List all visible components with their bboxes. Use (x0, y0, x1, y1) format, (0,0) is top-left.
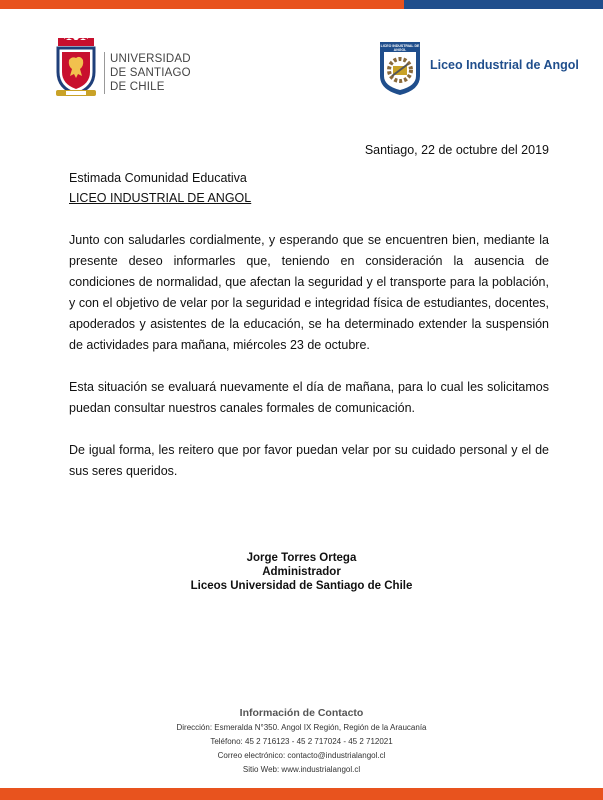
contact-block (0, 706, 603, 777)
top-bar-orange (0, 0, 404, 9)
letter-paragraph-1: Junto con saludarles cordialmente, y esperando que se encuentren bien, mediante la presente deseo informarles que, teniendo en consideración la ausencia de condiciones de normalidad, que afectan la seguridad y el transporte para la población, y con el objetivo de velar por la seguridad e integridad física de estudiantes, docentes, apoderados y asistentes de la educación, se ha determinado extender la suspensión de actividades para mañana, miércoles 23 de octubre. (69, 233, 549, 352)
usach-name-line-2: DE SANTIAGO (110, 67, 191, 79)
liceo-name: Liceo Industrial de Angol (430, 58, 579, 72)
letter-paragraph-3: De igual forma, les reitero que por favor puedan velar por su cuidado personal y el de sus seres queridos. (69, 443, 549, 478)
letter-school: LICEO INDUSTRIAL DE ANGOL (69, 191, 252, 205)
top-bar-blue (404, 0, 603, 9)
signature-block (0, 551, 603, 593)
bottom-color-bar (0, 788, 603, 800)
usach-logo (52, 38, 192, 100)
letter-date: Santiago, 22 de octubre del 2019 (364, 143, 549, 157)
contact-title: Información de Contacto (239, 707, 364, 719)
liceo-badge-text: LICEO INDUSTRIAL DE ANGOL (380, 44, 420, 52)
contact-phone: Teléfono: 45 2 716123 - 45 2 717024 - 45 2 712021 (210, 737, 393, 746)
usach-crest-icon (52, 38, 100, 100)
usach-name (110, 52, 191, 94)
usach-divider (104, 52, 105, 94)
letter-greeting: Estimada Comunidad Educativa (69, 171, 247, 185)
top-color-bar (0, 0, 603, 9)
signature-name: Jorge Torres Ortega (246, 552, 357, 564)
usach-name-line-3: DE CHILE (110, 81, 165, 93)
contact-email: Correo electrónico: contacto@industrialangol.cl (217, 751, 386, 760)
signature-org: Liceos Universidad de Santiago de Chile (190, 580, 413, 592)
contact-address: Dirección: Esmeralda N°350. Angol IX Región, Región de la Araucanía (176, 723, 427, 732)
usach-name-line-1: UNIVERSIDAD (110, 53, 191, 65)
liceo-logo (378, 40, 578, 100)
letter-paragraph-2: Esta situación se evaluará nuevamente el día de mañana, para lo cual les solicitamos puedan consultar nuestros canales formales de comunicación. (69, 380, 549, 415)
contact-web: Sitio Web: www.industrialangol.cl (242, 765, 361, 774)
signature-role: Administrador (262, 566, 341, 578)
